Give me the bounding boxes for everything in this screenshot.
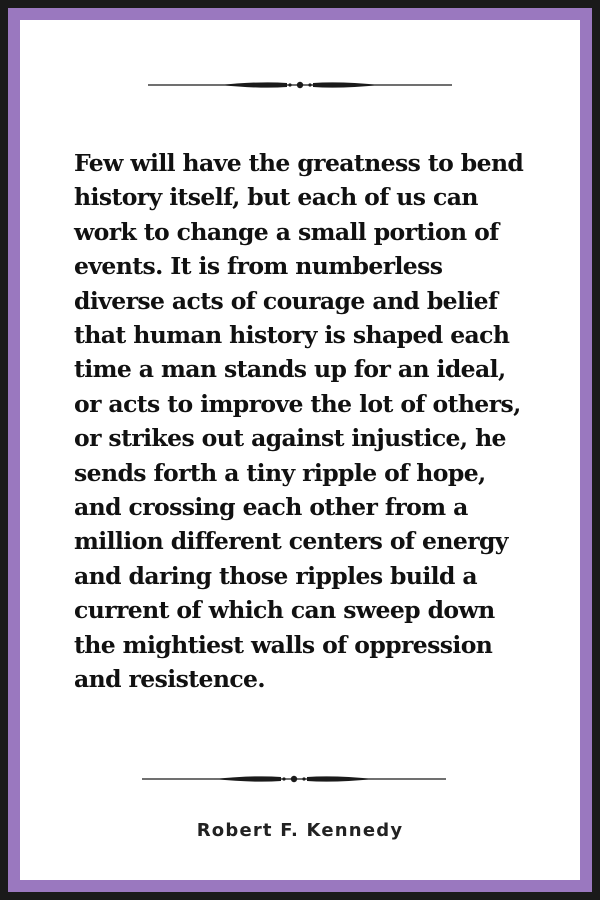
quote-line: diverse acts of courage and belief <box>74 286 498 315</box>
quote-line: and resistence. <box>74 665 265 694</box>
quote-line: time a man stands up for an ideal, <box>74 355 506 384</box>
quote-text <box>74 146 544 697</box>
quote-line: that human history is shaped each <box>74 321 510 350</box>
quote-line: or strikes out against injustice, he <box>74 424 506 453</box>
quote-line: work to change a small portion of <box>74 217 499 246</box>
quote-line: million different centers of energy <box>74 527 508 556</box>
ornamental-divider-icon <box>20 78 580 92</box>
poster-frame <box>8 8 592 892</box>
quote-card <box>20 20 580 880</box>
quote-line: or acts to improve the lot of others, <box>74 389 521 418</box>
quote-line: current of which can sweep down <box>74 596 495 625</box>
ornamental-divider-icon <box>20 772 580 786</box>
quote-line: the mightiest walls of oppression <box>74 630 493 659</box>
author-name: Robert F. Kennedy <box>196 820 404 841</box>
quote-line: sends forth a tiny ripple of hope, <box>74 458 486 487</box>
quote-line: Few will have the greatness to bend <box>74 149 524 177</box>
quote-line: and daring those ripples build a <box>74 561 478 590</box>
quote-line: events. It is from numberless <box>74 252 443 281</box>
quote-line: history itself, but each of us can <box>74 183 478 212</box>
quote-line: and crossing each other from a <box>74 493 468 522</box>
